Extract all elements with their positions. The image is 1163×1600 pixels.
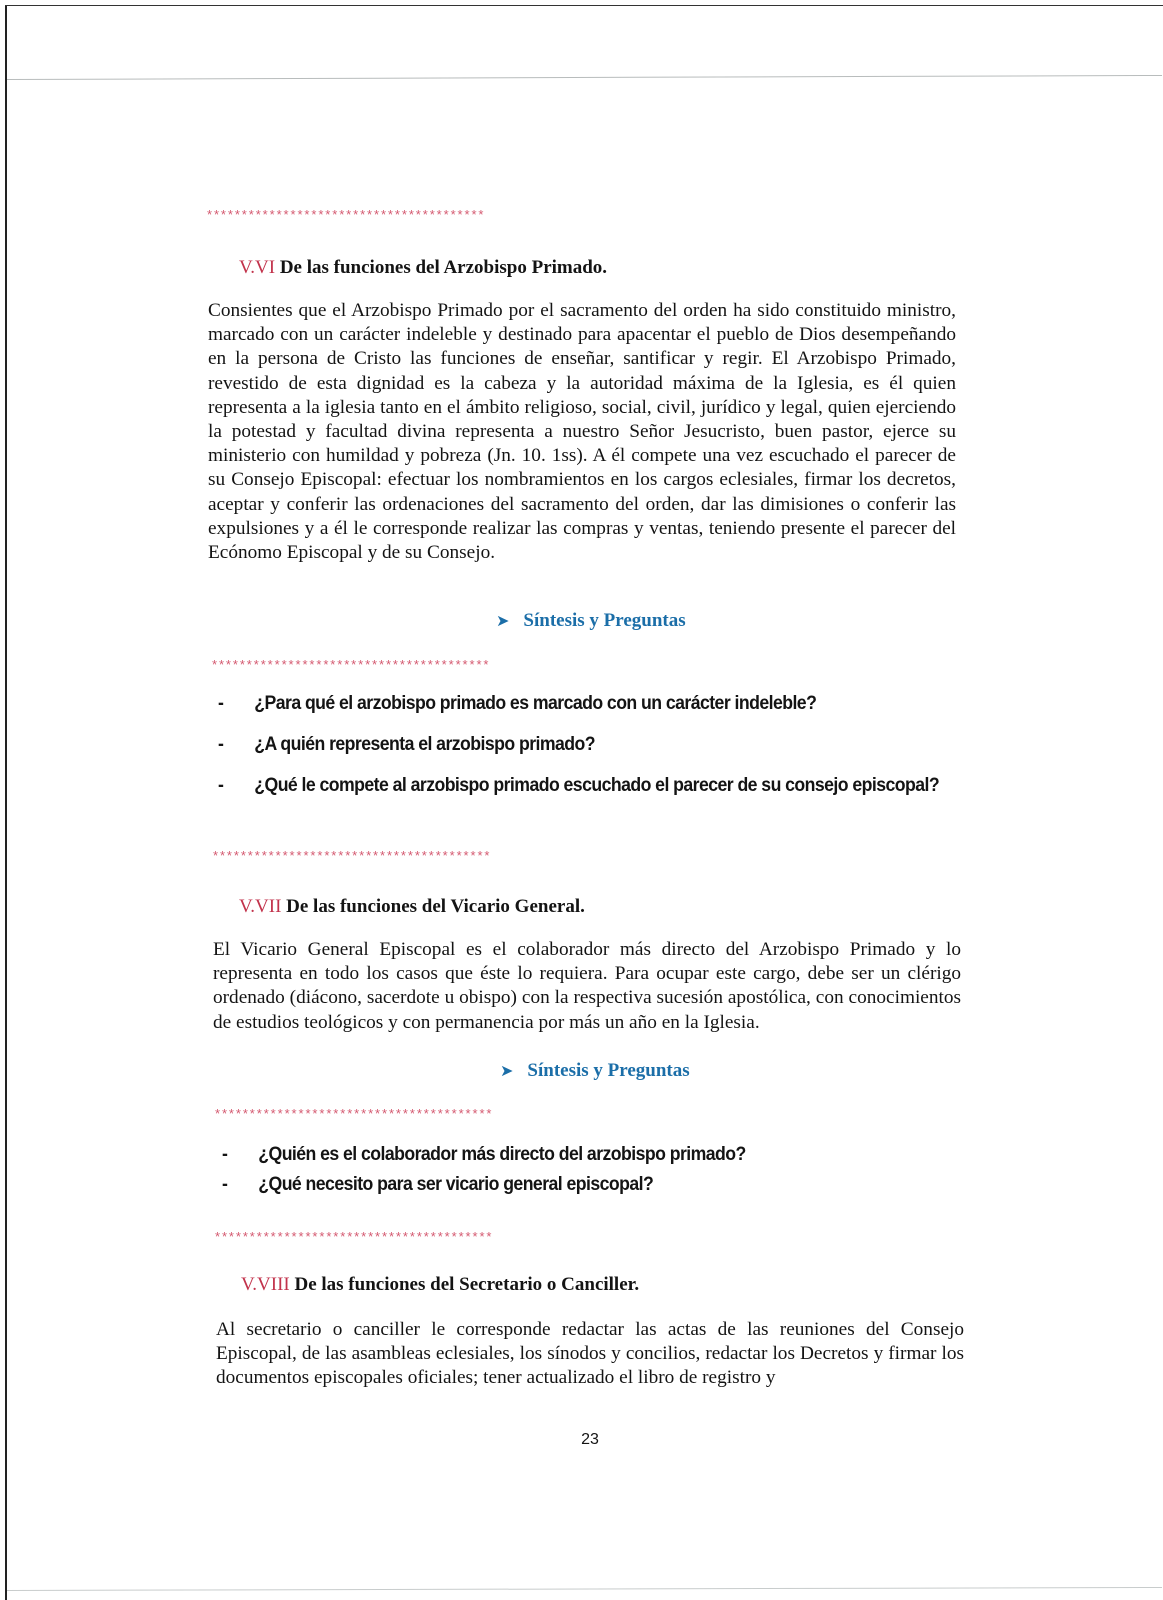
scan-border-left [5,5,7,1600]
synthesis-heading-vi [496,610,686,633]
question-item [222,1142,873,1168]
arrow-bullet-icon: ➤ [500,1063,514,1080]
scan-header-line [7,75,1162,80]
section-number: V.VIII [241,1274,290,1295]
synthesis-label: Síntesis y Preguntas [527,1060,690,1081]
scan-border-top [5,5,1163,6]
separator-stars: **************************************** [213,848,492,863]
scan-footer-line [7,1587,1162,1591]
section-number: V.VII [239,896,282,917]
separator-stars: **************************************** [215,1106,494,1121]
dash-bullet: - [222,1174,228,1195]
section-body-vi: Consientes que el Arzobispo Primado por el sacramento del orden ha sido constituido ministro, marcado con un carácter indeleble y destinado para apacentar el pueblo de Dios desempeñando en la persona de Cristo las funciones de enseñar, santificar y regir. El Arzobispo Primado, revestido de esta dignidad es la cabeza y la autoridad máxima de la Iglesia, es él quien representa a la iglesia tanto en el ámbito religioso, social, civil, jurídico y legal, quien ejerciendo la potestad y facultad divina representa a nuestro Señor Jesucristo, buen pastor, ejerce su ministerio con humildad y pobreza (Jn. 10. 1ss). A él compete una vez escuchado el parecer de su Consejo Episcopal: efectuar los nombramientos en los cargos eclesiales, firmar los decretos, aceptar y conferir las ordenaciones del sacramento del orden, dar las dimisiones o conferir las expulsiones y a él le corresponde realizar las compras y ventas, teniendo presente el parecer del Ecónomo Episcopal y de su Consejo. [208,300,956,564]
question-item [222,1172,873,1198]
question-item [218,691,948,717]
section-title: De las funciones del Secretario o Canciller. [294,1274,640,1295]
section-number: V.VI [239,257,276,278]
section-body-viii: Al secretario o canciller le corresponde redactar las actas de las reuniones del Consejo Episcopal, de las asambleas eclesiales, los sínodos y concilios, redactar los Decretos y firmar los documentos episcopales oficiales; tener actualizado el libro de registro y [216,1319,964,1389]
question-text: ¿Quién es el colaborador más directo del arzobispo primado? [258,1144,746,1165]
dash-bullet: - [222,1144,228,1165]
dash-bullet: - [218,693,224,714]
question-item [218,773,948,799]
question-text: ¿Para qué el arzobispo primado es marcado con un carácter indeleble? [254,693,817,714]
synthesis-heading-vii [500,1060,690,1083]
question-item [218,732,948,758]
arrow-bullet-icon: ➤ [496,613,510,630]
question-text: ¿Qué necesito para ser vicario general episcopal? [258,1174,654,1195]
question-list-vii [222,1142,922,1198]
section-heading-viii [241,1274,639,1296]
section-heading-vi [239,257,607,279]
separator-stars: **************************************** [212,657,491,672]
dash-bullet: - [218,775,224,796]
section-body-vii: El Vicario General Episcopal es el colaborador más directo del Arzobispo Primado y lo representa en todo los casos que éste lo requiera. Para ocupar este cargo, debe ser un clérigo ordenado (diácono, sacerdote u obispo) con la respectiva sucesión apostólica, con conocimientos de estudios teológicos y con permanencia por más un año en la Iglesia. [213,939,961,1033]
section-title: De las funciones del Vicario General. [286,896,585,917]
question-list-vi [218,691,1003,799]
separator-stars: **************************************** [207,207,486,222]
synthesis-label: Síntesis y Preguntas [523,610,686,631]
question-text: ¿A quién representa el arzobispo primado? [254,734,596,755]
separator-stars: **************************************** [215,1229,494,1244]
dash-bullet: - [218,734,224,755]
section-heading-vii [239,896,585,918]
question-text: ¿Qué le compete al arzobispo primado escuchado el parecer de su consejo episcopal? [254,775,940,796]
page-number: 23 [581,1431,599,1448]
section-title: De las funciones del Arzobispo Primado. [279,257,608,278]
